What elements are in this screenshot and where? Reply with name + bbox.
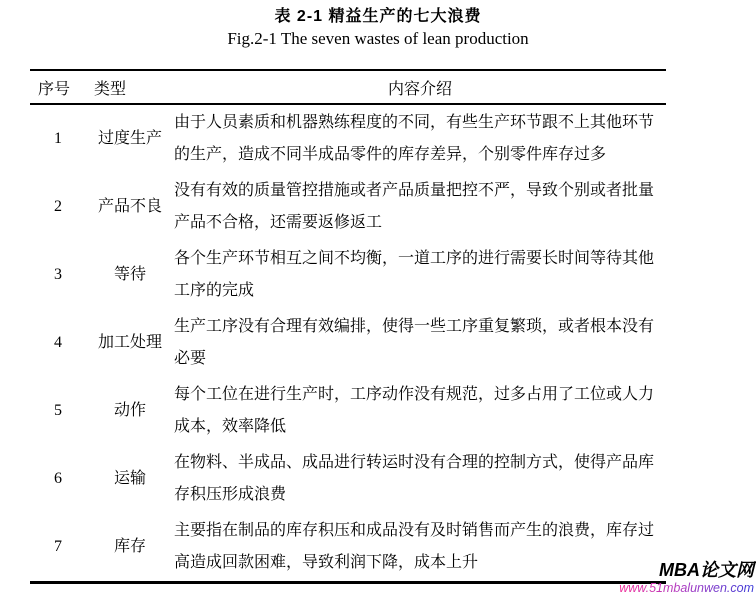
header-description: 内容介绍 [174, 70, 666, 104]
site-watermark [619, 561, 754, 597]
table-caption [0, 0, 756, 51]
table-title-english: Fig.2-1 The seven wastes of lean production [227, 29, 529, 48]
row-number-cell: 3 [54, 266, 62, 283]
row-number-cell: 4 [54, 334, 62, 351]
waste-type-cell: 运输 [113, 470, 146, 487]
header-type: 类型 [86, 70, 174, 104]
row-number-cell: 5 [54, 402, 62, 419]
waste-description-cell: 生产工序没有合理有效编排，使得一些工序重复繁琐，或者根本没有必要 [174, 318, 655, 367]
waste-type-cell: 动作 [113, 402, 146, 419]
waste-description-cell: 由于人员素质和机器熟练程度的不同，有些生产环节跟不上其他环节的生产，造成不同半成品零件的库存差异，个别零件库存过多 [174, 114, 655, 163]
waste-type-cell: 库存 [113, 538, 146, 555]
site-url-text: www.51mbalunwen.com [619, 581, 754, 596]
site-name-logo: MBA论文网 [659, 560, 754, 581]
waste-description-cell: 在物料、半成品、成品进行转运时没有合理的控制方式，使得产品库存积压形成浪费 [174, 454, 655, 503]
seven-wastes-table [30, 69, 666, 584]
row-number-cell: 6 [54, 470, 62, 487]
table-header [30, 70, 666, 104]
row-number-cell: 1 [54, 130, 62, 147]
waste-description-cell: 各个生产环节相互之间不均衡，一道工序的进行需要长时间等待其他工序的完成 [174, 250, 655, 299]
row-number-cell: 2 [54, 198, 62, 215]
table-title-chinese: 表 2-1 精益生产的七大浪费 [274, 8, 482, 25]
waste-type-cell: 过度生产 [97, 130, 162, 147]
waste-description-cell: 每个工位在进行生产时，工序动作没有规范，过多占用了工位或人力成本，效率降低 [174, 386, 655, 435]
header-number: 序号 [30, 70, 86, 104]
waste-type-cell: 加工处理 [97, 334, 162, 351]
table-row [30, 173, 666, 241]
waste-type-cell: 等待 [113, 266, 146, 283]
table-row [30, 445, 666, 513]
waste-description-cell: 没有有效的质量管控措施或者产品质量把控不严，导致个别或者批量产品不合格，还需要返修返工 [174, 182, 655, 231]
table-row [30, 513, 666, 583]
table-row [30, 309, 666, 377]
table-row [30, 241, 666, 309]
header-row [30, 70, 666, 104]
table-row [30, 377, 666, 445]
waste-description-cell: 主要指在制品的库存积压和成品没有及时销售而产生的浪费，库存过高造成回款困难，导致利润下降，成本上升 [174, 522, 655, 571]
table-row [30, 104, 666, 173]
row-number-cell: 7 [54, 538, 62, 555]
waste-type-cell: 产品不良 [97, 198, 162, 215]
